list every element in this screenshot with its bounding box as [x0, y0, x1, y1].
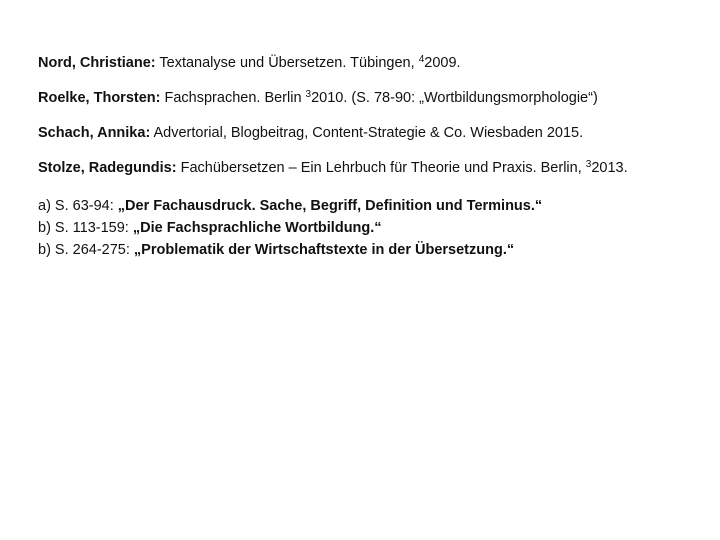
- chapter-item: [38, 239, 678, 261]
- reference-schach: [38, 122, 678, 144]
- edition-superscript: 3: [585, 159, 592, 170]
- reference-author: Roelke, Thorsten:: [38, 90, 161, 106]
- reference-author: Schach, Annika:: [38, 125, 151, 141]
- reference-roelke: [38, 87, 678, 109]
- reference-stolze: [38, 157, 678, 179]
- reference-year: 2013.: [591, 160, 628, 176]
- edition-superscript: 4: [418, 54, 425, 65]
- chapter-pages: b) S. 264-275:: [38, 242, 134, 258]
- reference-text: Advertorial, Blogbeitrag, Content-Strategie & Co. Wiesbaden 2015.: [150, 125, 584, 141]
- reference-text: Fachübersetzen – Ein Lehrbuch für Theorie und Praxis. Berlin,: [176, 160, 586, 176]
- chapter-item: [38, 195, 678, 217]
- chapter-title: „Der Fachausdruck. Sache, Begriff, Definition und Terminus.“: [117, 198, 543, 214]
- bibliography: [38, 52, 678, 261]
- reference-author: Nord, Christiane:: [38, 55, 156, 71]
- reference-year: 2009.: [424, 55, 461, 71]
- chapter-title: „Die Fachsprachliche Wortbildung.“: [132, 220, 382, 236]
- reference-text: Fachsprachen. Berlin: [160, 90, 306, 106]
- chapter-item: [38, 217, 678, 239]
- edition-superscript: 3: [305, 89, 312, 100]
- chapter-title: „Problematik der Wirtschaftstexte in der Übersetzung.“: [133, 242, 515, 258]
- reference-author: Stolze, Radegundis:: [38, 160, 177, 176]
- reference-nord: [38, 52, 678, 74]
- reference-year: 2010. (S. 78-90: „Wortbildungsmorphologie“): [311, 90, 598, 106]
- chapter-pages: b) S. 113-159:: [38, 220, 133, 236]
- reference-text: Textanalyse und Übersetzen. Tübingen,: [155, 55, 419, 71]
- chapter-pages: a) S. 63-94:: [38, 198, 118, 214]
- chapter-list: [38, 195, 678, 261]
